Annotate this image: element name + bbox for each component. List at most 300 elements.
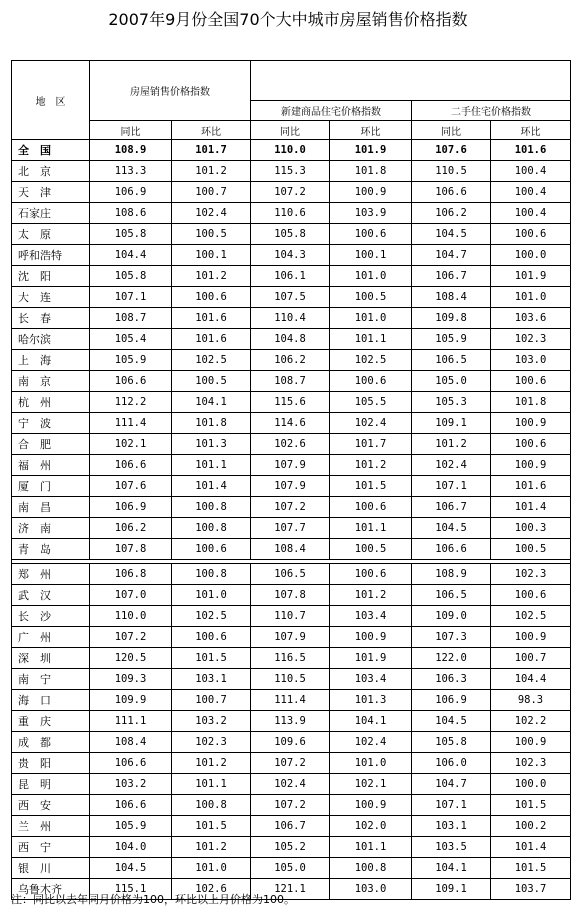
index-value-cell: 100.0 [491, 245, 571, 266]
index-value-cell: 107.0 [90, 585, 172, 606]
index-value-cell: 100.2 [491, 816, 571, 837]
index-value-cell: 102.2 [491, 711, 571, 732]
index-value-cell: 100.9 [330, 795, 412, 816]
index-value-cell: 106.5 [412, 350, 491, 371]
table-row [12, 774, 571, 795]
index-value-cell: 107.7 [251, 518, 330, 539]
index-value-cell: 100.7 [172, 690, 251, 711]
index-value-cell: 108.9 [90, 140, 172, 161]
index-value-cell: 107.3 [412, 627, 491, 648]
index-value-cell: 101.6 [491, 140, 571, 161]
index-value-cell: 116.5 [251, 648, 330, 669]
index-value-cell: 101.6 [172, 329, 251, 350]
index-value-cell: 103.0 [330, 879, 412, 900]
table-row [12, 606, 571, 627]
index-value-cell: 105.8 [251, 224, 330, 245]
index-value-cell: 103.1 [412, 816, 491, 837]
table-row [12, 669, 571, 690]
index-value-cell: 102.5 [491, 606, 571, 627]
index-value-cell: 100.6 [172, 287, 251, 308]
index-value-cell: 102.4 [412, 455, 491, 476]
mom-header: 环比 [491, 121, 571, 140]
index-value-cell: 107.1 [412, 476, 491, 497]
city-cell: 乌鲁木齐 [12, 879, 90, 900]
index-value-cell: 101.3 [172, 434, 251, 455]
index-value-cell: 102.0 [330, 816, 412, 837]
index-value-cell: 104.1 [172, 392, 251, 413]
index-value-cell: 104.4 [90, 245, 172, 266]
index-value-cell: 106.5 [412, 585, 491, 606]
index-value-cell: 100.9 [491, 455, 571, 476]
index-value-cell: 107.6 [90, 476, 172, 497]
index-value-cell: 105.8 [90, 266, 172, 287]
index-value-cell: 100.6 [172, 627, 251, 648]
table-row [12, 245, 571, 266]
table-row [12, 224, 571, 245]
index-value-cell: 104.5 [412, 224, 491, 245]
index-value-cell: 108.4 [412, 287, 491, 308]
city-cell: 长 春 [12, 308, 90, 329]
index-value-cell: 105.0 [412, 371, 491, 392]
index-value-cell: 100.6 [491, 371, 571, 392]
index-value-cell: 102.1 [90, 434, 172, 455]
index-value-cell: 110.0 [251, 140, 330, 161]
index-value-cell: 100.8 [172, 564, 251, 585]
index-value-cell: 106.7 [412, 266, 491, 287]
table-row [12, 161, 571, 182]
index-value-cell: 107.8 [90, 539, 172, 560]
new-housing-header: 新建商品住宅价格指数 [251, 101, 412, 121]
index-value-cell: 103.4 [330, 606, 412, 627]
index-value-cell: 101.1 [172, 774, 251, 795]
index-value-cell: 107.1 [412, 795, 491, 816]
index-value-cell: 111.4 [90, 413, 172, 434]
index-value-cell: 102.3 [172, 732, 251, 753]
index-value-cell: 105.4 [90, 329, 172, 350]
index-value-cell: 100.6 [330, 564, 412, 585]
index-value-cell: 100.9 [330, 182, 412, 203]
index-value-cell: 101.2 [330, 585, 412, 606]
index-value-cell: 105.0 [251, 858, 330, 879]
index-value-cell: 100.5 [330, 287, 412, 308]
index-value-cell: 100.6 [330, 497, 412, 518]
index-value-cell: 109.9 [90, 690, 172, 711]
index-value-cell: 100.5 [172, 371, 251, 392]
index-value-cell: 100.8 [172, 518, 251, 539]
table-row [12, 140, 571, 161]
index-value-cell: 101.7 [330, 434, 412, 455]
index-value-cell: 105.9 [90, 350, 172, 371]
region-header: 地 区 [12, 61, 90, 140]
index-value-cell: 100.3 [491, 518, 571, 539]
index-value-cell: 103.7 [491, 879, 571, 900]
index-value-cell: 100.1 [172, 245, 251, 266]
table-row [12, 287, 571, 308]
index-value-cell: 101.2 [172, 161, 251, 182]
index-value-cell: 103.1 [172, 669, 251, 690]
index-value-cell: 102.5 [172, 606, 251, 627]
index-value-cell: 100.5 [491, 539, 571, 560]
table-row [12, 795, 571, 816]
index-value-cell: 115.3 [251, 161, 330, 182]
city-cell: 哈尔滨 [12, 329, 90, 350]
table-row [12, 564, 571, 585]
index-value-cell: 101.2 [172, 266, 251, 287]
index-value-cell: 105.9 [90, 816, 172, 837]
index-value-cell: 100.0 [491, 774, 571, 795]
city-cell: 沈 阳 [12, 266, 90, 287]
index-value-cell: 106.6 [90, 795, 172, 816]
index-value-cell: 101.4 [491, 497, 571, 518]
table-row [12, 455, 571, 476]
index-value-cell: 100.8 [172, 795, 251, 816]
yoy-header: 同比 [251, 121, 330, 140]
index-value-cell: 102.3 [491, 564, 571, 585]
page-title: 2007年9月份全国70个大中城市房屋销售价格指数 [108, 10, 468, 29]
index-value-cell: 101.5 [172, 816, 251, 837]
index-value-cell: 107.2 [90, 627, 172, 648]
index-value-cell: 101.6 [172, 308, 251, 329]
index-value-cell: 101.4 [172, 476, 251, 497]
table-row [12, 392, 571, 413]
index-value-cell: 101.8 [491, 392, 571, 413]
table-row [12, 648, 571, 669]
index-value-cell: 105.5 [330, 392, 412, 413]
city-cell: 大 连 [12, 287, 90, 308]
mom-header: 环比 [330, 121, 412, 140]
index-value-cell: 104.3 [251, 245, 330, 266]
index-value-cell: 104.0 [90, 837, 172, 858]
city-cell: 厦 门 [12, 476, 90, 497]
index-value-cell: 101.9 [491, 266, 571, 287]
index-value-cell: 100.8 [172, 497, 251, 518]
index-value-cell: 104.5 [90, 858, 172, 879]
index-value-cell: 104.1 [330, 711, 412, 732]
index-value-cell: 101.0 [491, 287, 571, 308]
table-row [12, 497, 571, 518]
index-value-cell: 105.2 [251, 837, 330, 858]
index-value-cell: 111.4 [251, 690, 330, 711]
index-value-cell: 103.5 [412, 837, 491, 858]
table-row [12, 371, 571, 392]
table-row [12, 329, 571, 350]
index-value-cell: 101.1 [330, 518, 412, 539]
table-body-part-a [12, 140, 571, 560]
index-value-cell: 113.3 [90, 161, 172, 182]
index-value-cell: 102.3 [491, 329, 571, 350]
index-value-cell: 106.6 [90, 455, 172, 476]
index-value-cell: 101.0 [330, 308, 412, 329]
footnote: 注：同比以去年同月价格为100，环比以上月价格为100。 [11, 893, 295, 906]
index-value-cell: 102.1 [330, 774, 412, 795]
index-value-cell: 122.0 [412, 648, 491, 669]
index-value-cell: 109.8 [412, 308, 491, 329]
sales-index-header: 房屋销售价格指数 [90, 61, 251, 121]
index-value-cell: 109.1 [412, 879, 491, 900]
index-value-cell: 101.6 [491, 476, 571, 497]
city-cell: 合 肥 [12, 434, 90, 455]
city-cell: 南 宁 [12, 669, 90, 690]
index-value-cell: 106.2 [251, 350, 330, 371]
index-value-cell: 108.4 [90, 732, 172, 753]
index-value-cell: 101.2 [412, 434, 491, 455]
index-value-cell: 101.0 [330, 266, 412, 287]
index-value-cell: 109.0 [412, 606, 491, 627]
index-value-cell: 100.4 [491, 203, 571, 224]
index-value-cell: 102.5 [172, 350, 251, 371]
index-value-cell: 101.5 [491, 795, 571, 816]
index-value-cell: 109.3 [90, 669, 172, 690]
index-value-cell: 121.1 [251, 879, 330, 900]
index-value-cell: 101.7 [172, 140, 251, 161]
city-cell: 郑 州 [12, 564, 90, 585]
index-value-cell: 104.4 [491, 669, 571, 690]
city-cell: 南 京 [12, 371, 90, 392]
yoy-header: 同比 [412, 121, 491, 140]
index-value-cell: 105.8 [90, 224, 172, 245]
index-value-cell: 101.1 [330, 329, 412, 350]
index-value-cell: 108.7 [90, 308, 172, 329]
index-value-cell: 111.1 [90, 711, 172, 732]
index-value-cell: 110.7 [251, 606, 330, 627]
index-value-cell: 101.1 [330, 837, 412, 858]
index-value-cell: 104.7 [412, 245, 491, 266]
city-cell: 济 南 [12, 518, 90, 539]
index-value-cell: 107.5 [251, 287, 330, 308]
table-row [12, 266, 571, 287]
index-value-cell: 102.5 [330, 350, 412, 371]
index-value-cell: 108.7 [251, 371, 330, 392]
city-cell: 银 川 [12, 858, 90, 879]
yoy-header: 同比 [90, 121, 172, 140]
index-value-cell: 100.6 [491, 434, 571, 455]
index-value-cell: 103.2 [90, 774, 172, 795]
index-value-cell: 100.9 [491, 732, 571, 753]
index-value-cell: 101.3 [330, 690, 412, 711]
index-value-cell: 106.8 [90, 564, 172, 585]
index-value-cell: 103.2 [172, 711, 251, 732]
city-cell: 福 州 [12, 455, 90, 476]
index-value-cell: 101.2 [172, 837, 251, 858]
second-hand-header: 二手住宅价格指数 [412, 101, 571, 121]
index-value-cell: 110.4 [251, 308, 330, 329]
index-value-cell: 104.8 [251, 329, 330, 350]
index-value-cell: 100.8 [330, 858, 412, 879]
index-value-cell: 108.9 [412, 564, 491, 585]
index-value-cell: 106.7 [251, 816, 330, 837]
index-value-cell: 101.9 [330, 648, 412, 669]
table-row [12, 539, 571, 560]
index-value-cell: 107.2 [251, 795, 330, 816]
index-value-cell: 107.9 [251, 627, 330, 648]
table-row [12, 350, 571, 371]
index-value-cell: 102.4 [172, 203, 251, 224]
index-value-cell: 102.6 [172, 879, 251, 900]
index-value-cell: 107.8 [251, 585, 330, 606]
index-value-cell: 102.3 [491, 753, 571, 774]
index-value-cell: 100.6 [172, 539, 251, 560]
index-value-cell: 110.5 [412, 161, 491, 182]
index-value-cell: 100.5 [172, 224, 251, 245]
table-row [12, 690, 571, 711]
city-cell: 昆 明 [12, 774, 90, 795]
index-value-cell: 115.1 [90, 879, 172, 900]
city-cell: 深 圳 [12, 648, 90, 669]
index-value-cell: 100.7 [172, 182, 251, 203]
index-value-cell: 104.1 [412, 858, 491, 879]
table-row [12, 858, 571, 879]
table-body-part-b [12, 564, 571, 900]
table-row [12, 753, 571, 774]
price-index-table [11, 60, 571, 900]
city-cell: 长 沙 [12, 606, 90, 627]
city-cell: 全 国 [12, 140, 90, 161]
index-value-cell: 105.9 [412, 329, 491, 350]
index-value-cell: 106.7 [412, 497, 491, 518]
table-row [12, 585, 571, 606]
index-value-cell: 101.1 [172, 455, 251, 476]
index-value-cell: 114.6 [251, 413, 330, 434]
index-value-cell: 107.1 [90, 287, 172, 308]
index-value-cell: 100.6 [330, 224, 412, 245]
index-value-cell: 106.6 [90, 753, 172, 774]
index-value-cell: 101.5 [491, 858, 571, 879]
city-cell: 太 原 [12, 224, 90, 245]
table-row [12, 837, 571, 858]
index-value-cell: 105.8 [412, 732, 491, 753]
index-value-cell: 107.9 [251, 476, 330, 497]
header-spacer [251, 61, 571, 101]
city-cell: 西 宁 [12, 837, 90, 858]
index-value-cell: 107.9 [251, 455, 330, 476]
table-row [12, 413, 571, 434]
index-value-cell: 108.6 [90, 203, 172, 224]
table-row [12, 182, 571, 203]
table-row [12, 711, 571, 732]
index-value-cell: 98.3 [491, 690, 571, 711]
city-cell: 北 京 [12, 161, 90, 182]
index-value-cell: 110.6 [251, 203, 330, 224]
index-value-cell: 107.6 [412, 140, 491, 161]
index-value-cell: 106.6 [90, 371, 172, 392]
city-cell: 青 岛 [12, 539, 90, 560]
index-value-cell: 100.9 [330, 627, 412, 648]
index-value-cell: 107.2 [251, 182, 330, 203]
index-value-cell: 103.4 [330, 669, 412, 690]
table-row [12, 434, 571, 455]
index-value-cell: 105.3 [412, 392, 491, 413]
index-value-cell: 104.7 [412, 774, 491, 795]
index-value-cell: 100.6 [330, 371, 412, 392]
index-value-cell: 106.0 [412, 753, 491, 774]
city-cell: 上 海 [12, 350, 90, 371]
index-value-cell: 109.6 [251, 732, 330, 753]
city-cell: 宁 波 [12, 413, 90, 434]
city-cell: 成 都 [12, 732, 90, 753]
index-value-cell: 120.5 [90, 648, 172, 669]
index-value-cell: 101.5 [330, 476, 412, 497]
table-row [12, 518, 571, 539]
index-value-cell: 106.5 [251, 564, 330, 585]
index-value-cell: 106.2 [90, 518, 172, 539]
city-cell: 贵 阳 [12, 753, 90, 774]
table-row [12, 476, 571, 497]
index-value-cell: 100.7 [491, 648, 571, 669]
index-value-cell: 100.6 [491, 585, 571, 606]
index-value-cell: 101.2 [172, 753, 251, 774]
index-value-cell: 101.8 [330, 161, 412, 182]
index-value-cell: 100.5 [330, 539, 412, 560]
index-value-cell: 102.6 [251, 434, 330, 455]
index-value-cell: 110.5 [251, 669, 330, 690]
index-value-cell: 106.9 [90, 182, 172, 203]
table-row [12, 816, 571, 837]
index-value-cell: 106.9 [90, 497, 172, 518]
index-value-cell: 101.0 [330, 753, 412, 774]
city-cell: 重 庆 [12, 711, 90, 732]
index-value-cell: 107.2 [251, 497, 330, 518]
index-value-cell: 100.6 [491, 224, 571, 245]
index-value-cell: 101.4 [491, 837, 571, 858]
index-value-cell: 103.0 [491, 350, 571, 371]
index-value-cell: 101.9 [330, 140, 412, 161]
city-cell: 海 口 [12, 690, 90, 711]
index-value-cell: 106.9 [412, 690, 491, 711]
city-cell: 南 昌 [12, 497, 90, 518]
city-cell: 杭 州 [12, 392, 90, 413]
index-value-cell: 106.6 [412, 182, 491, 203]
city-cell: 广 州 [12, 627, 90, 648]
index-value-cell: 115.6 [251, 392, 330, 413]
index-value-cell: 100.4 [491, 182, 571, 203]
index-value-cell: 100.4 [491, 161, 571, 182]
city-cell: 石家庄 [12, 203, 90, 224]
index-value-cell: 106.3 [412, 669, 491, 690]
index-value-cell: 101.2 [330, 455, 412, 476]
table-row [12, 732, 571, 753]
index-value-cell: 107.2 [251, 753, 330, 774]
mom-header: 环比 [172, 121, 251, 140]
index-value-cell: 109.1 [412, 413, 491, 434]
index-value-cell: 100.9 [491, 413, 571, 434]
city-cell: 武 汉 [12, 585, 90, 606]
index-value-cell: 102.4 [330, 732, 412, 753]
city-cell: 呼和浩特 [12, 245, 90, 266]
index-value-cell: 102.4 [251, 774, 330, 795]
city-cell: 西 安 [12, 795, 90, 816]
index-value-cell: 101.0 [172, 858, 251, 879]
city-cell: 兰 州 [12, 816, 90, 837]
index-value-cell: 108.4 [251, 539, 330, 560]
index-value-cell: 100.9 [491, 627, 571, 648]
index-value-cell: 103.6 [491, 308, 571, 329]
index-value-cell: 101.0 [172, 585, 251, 606]
index-value-cell: 103.9 [330, 203, 412, 224]
index-value-cell: 104.5 [412, 518, 491, 539]
table-row [12, 203, 571, 224]
index-value-cell: 113.9 [251, 711, 330, 732]
index-value-cell: 106.6 [412, 539, 491, 560]
table-row [12, 308, 571, 329]
index-value-cell: 101.8 [172, 413, 251, 434]
city-cell: 天 津 [12, 182, 90, 203]
index-value-cell: 106.2 [412, 203, 491, 224]
table-row [12, 627, 571, 648]
index-value-cell: 104.5 [412, 711, 491, 732]
index-value-cell: 112.2 [90, 392, 172, 413]
index-value-cell: 101.5 [172, 648, 251, 669]
index-value-cell: 110.0 [90, 606, 172, 627]
